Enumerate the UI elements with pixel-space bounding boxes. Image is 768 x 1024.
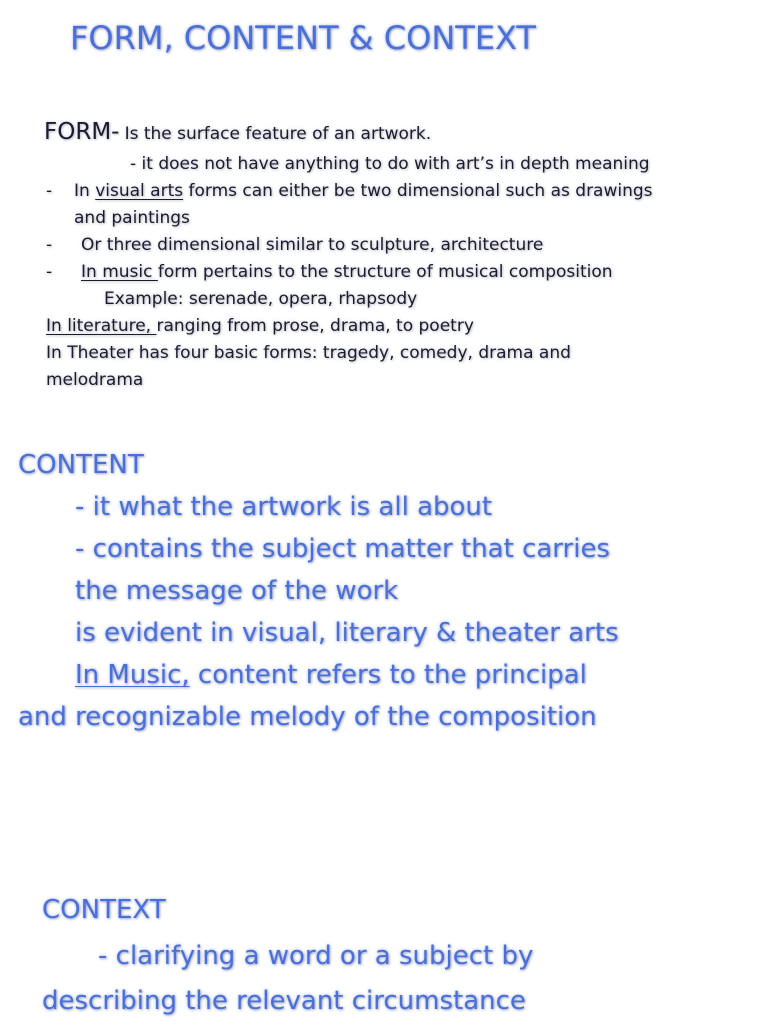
- form-line-8: [46, 318, 474, 335]
- visual-arts-link[interactable]: visual arts: [95, 181, 184, 201]
- context-heading: CONTEXT: [42, 895, 166, 925]
- content-heading: CONTENT: [18, 450, 144, 480]
- form-line-9: In Theater has four basic forms: tragedy, comedy, drama and: [46, 343, 571, 363]
- context-line-2: describing the relevant circumstance: [42, 986, 526, 1016]
- in-literature-link[interactable]: In literature,: [46, 316, 157, 336]
- form-line-6: [46, 262, 613, 282]
- in-music-content-link[interactable]: In Music,: [75, 660, 190, 690]
- form-line-2: - it does not have anything to do with art’s in depth meaning: [130, 154, 650, 174]
- form-line-7: Example: serenade, opera, rhapsody: [104, 289, 418, 309]
- content-line-5: [75, 662, 587, 688]
- context-line-1: - clarifying a word or a subject by: [98, 941, 534, 971]
- bullet-dash: -: [46, 181, 53, 201]
- form-line-10: melodrama: [46, 370, 144, 390]
- form-line-3: [46, 181, 653, 201]
- form-line-4: and paintings: [74, 208, 190, 228]
- bullet-dash: -: [46, 262, 53, 282]
- text-segment: forms can either be two dimensional such as drawings: [183, 181, 653, 201]
- text-segment: content refers to the principal: [189, 660, 587, 690]
- form-first-line: [44, 121, 431, 144]
- content-line-1: - it what the artwork is all about: [75, 492, 493, 522]
- text-segment: form pertains to the structure of musical composition: [157, 262, 613, 282]
- content-line-3: the message of the work: [75, 576, 399, 606]
- in-music-link[interactable]: In music: [81, 262, 158, 282]
- content-line-2: - contains the subject matter that carries: [75, 534, 610, 564]
- page-title: FORM, CONTENT & CONTEXT: [70, 19, 536, 57]
- text-segment: Or three dimensional similar to sculpture, architecture: [81, 235, 544, 255]
- content-line-4: is evident in visual, literary & theater arts: [75, 618, 619, 648]
- bullet-dash: -: [46, 235, 53, 255]
- form-definition: Is the surface feature of an artwork.: [124, 124, 432, 144]
- form-heading: FORM-: [44, 119, 120, 145]
- form-line-5: [46, 235, 544, 255]
- text-segment: ranging from prose, drama, to poetry: [156, 316, 474, 336]
- content-line-6: and recognizable melody of the composition: [18, 702, 597, 732]
- text-segment: In: [74, 181, 96, 201]
